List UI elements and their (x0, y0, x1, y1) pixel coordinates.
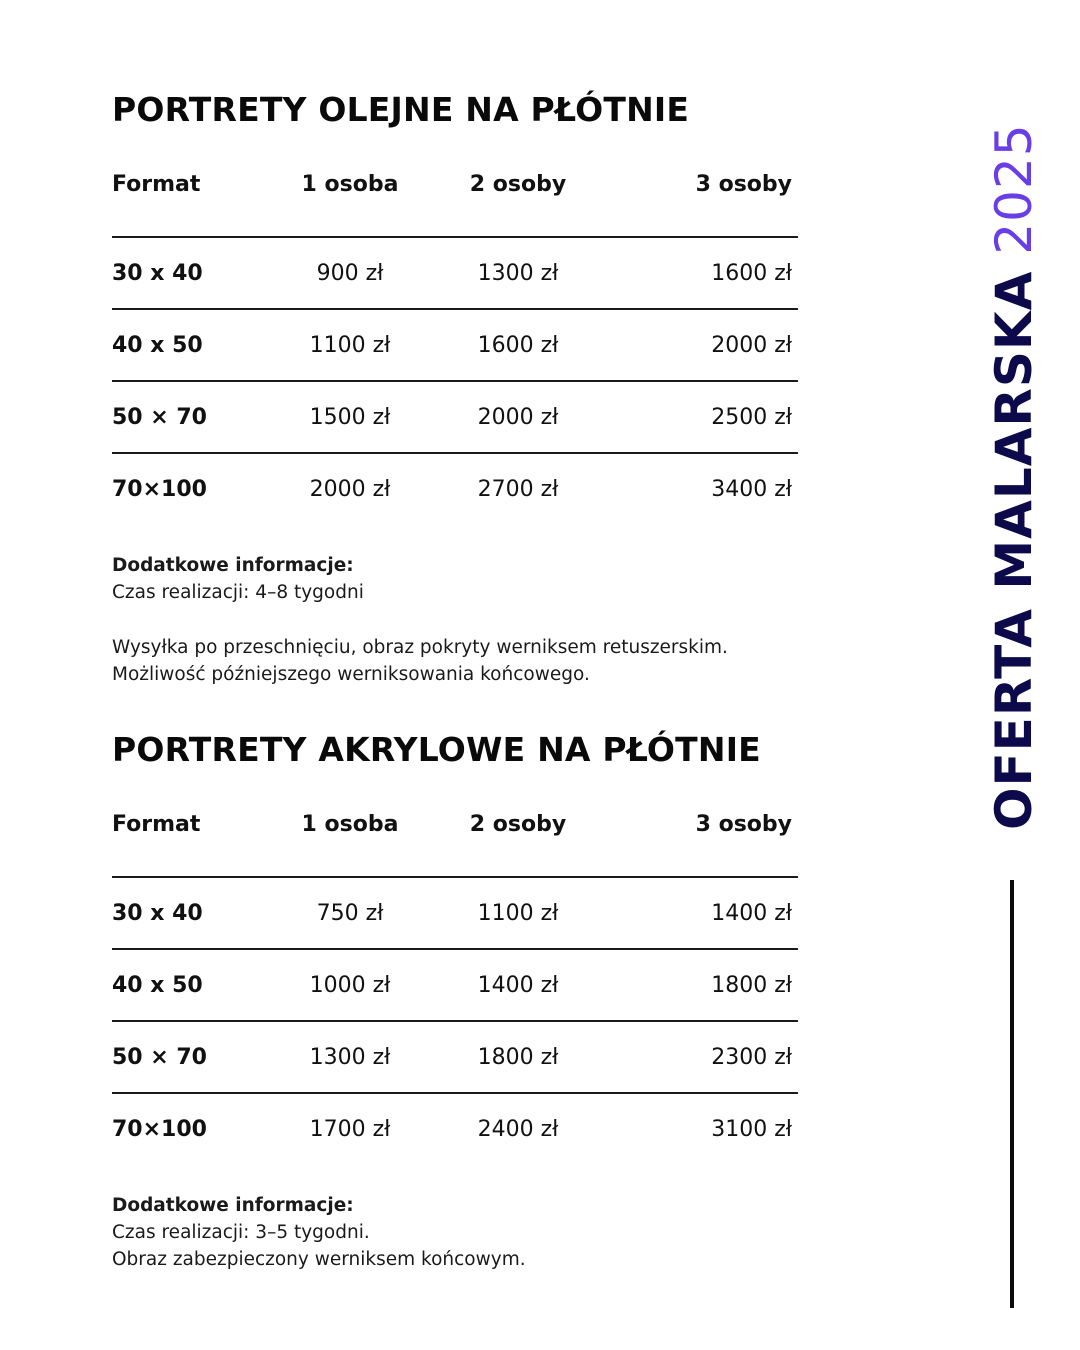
table-row (112, 236, 798, 308)
table-row (112, 948, 798, 1020)
col-header-1-person: 1 osoba (301, 812, 399, 837)
price-cell: 1400 zł (477, 972, 559, 998)
price-cell: 1300 zł (477, 260, 559, 286)
price-cell: 1800 zł (477, 1044, 559, 1070)
col-header-3-persons: 3 osoby (695, 812, 792, 837)
vertical-divider-line (1010, 880, 1014, 1308)
price-cell: 1500 zł (309, 404, 391, 430)
oil-table-header (112, 172, 798, 228)
col-header-3-persons: 3 osoby (695, 172, 792, 197)
price-cell: 2500 zł (711, 404, 792, 430)
price-cell: 2300 zł (711, 1044, 792, 1070)
info-heading: Dodatkowe informacje: (112, 555, 354, 576)
acrylic-portraits-section (112, 730, 802, 1273)
table-row (112, 308, 798, 380)
price-cell: 2400 zł (477, 1116, 559, 1142)
side-title-word: OFERTA MALARSKA (985, 270, 1043, 830)
info-line: Możliwość późniejszego werniksowania końcowego. (112, 664, 590, 685)
format-cell: 40 x 50 (112, 332, 203, 358)
format-cell: 30 x 40 (112, 900, 203, 926)
table-row (112, 452, 798, 524)
price-cell: 1800 zł (711, 972, 792, 998)
info-line: Czas realizacji: 4–8 tygodni (112, 582, 364, 603)
price-cell: 1600 zł (477, 332, 559, 358)
format-cell: 40 x 50 (112, 972, 203, 998)
price-cell: 1600 zł (711, 260, 792, 286)
price-cell: 3400 zł (711, 476, 792, 502)
price-cell: 900 zł (316, 260, 384, 286)
acrylic-section-title: PORTRETY AKRYLOWE NA PŁÓTNIE (112, 730, 761, 769)
price-cell: 1000 zł (309, 972, 391, 998)
price-cell: 2000 zł (309, 476, 391, 502)
oil-section-title: PORTRETY OLEJNE NA PŁÓTNIE (112, 90, 690, 129)
acrylic-price-table (112, 812, 798, 1164)
price-cell: 1700 zł (309, 1116, 391, 1142)
acrylic-additional-info (112, 1192, 802, 1273)
format-cell: 50 × 70 (112, 404, 207, 430)
format-cell: 70×100 (112, 476, 207, 502)
oil-portraits-section (112, 90, 802, 688)
col-header-format: Format (112, 172, 201, 197)
col-header-2-persons: 2 osoby (469, 172, 567, 197)
info-line: Czas realizacji: 3–5 tygodni. (112, 1222, 370, 1243)
info-line: Wysyłka po przeschnięciu, obraz pokryty werniksem retuszerskim. (112, 637, 728, 658)
table-row (112, 1020, 798, 1092)
side-title (984, 40, 1044, 830)
price-cell: 1100 zł (477, 900, 559, 926)
oil-price-table (112, 172, 798, 524)
col-header-1-person: 1 osoba (301, 172, 399, 197)
table-row (112, 876, 798, 948)
price-cell: 2700 zł (477, 476, 559, 502)
format-cell: 30 x 40 (112, 260, 203, 286)
price-cell: 1300 zł (309, 1044, 391, 1070)
acrylic-table-header (112, 812, 798, 868)
info-heading: Dodatkowe informacje: (112, 1195, 354, 1216)
price-cell: 1100 zł (309, 332, 391, 358)
table-row (112, 380, 798, 452)
format-cell: 70×100 (112, 1116, 207, 1142)
price-cell: 750 zł (316, 900, 384, 926)
price-cell: 3100 zł (711, 1116, 792, 1142)
side-title-text (984, 40, 1044, 830)
info-line: Obraz zabezpieczony werniksem końcowym. (112, 1249, 526, 1270)
oil-additional-info (112, 552, 802, 688)
col-header-2-persons: 2 osoby (469, 812, 567, 837)
table-row (112, 1092, 798, 1164)
col-header-format: Format (112, 812, 201, 837)
format-cell: 50 × 70 (112, 1044, 207, 1070)
price-cell: 2000 zł (711, 332, 792, 358)
price-cell: 1400 zł (711, 900, 792, 926)
side-title-year: 2025 (985, 123, 1043, 255)
price-cell: 2000 zł (477, 404, 559, 430)
